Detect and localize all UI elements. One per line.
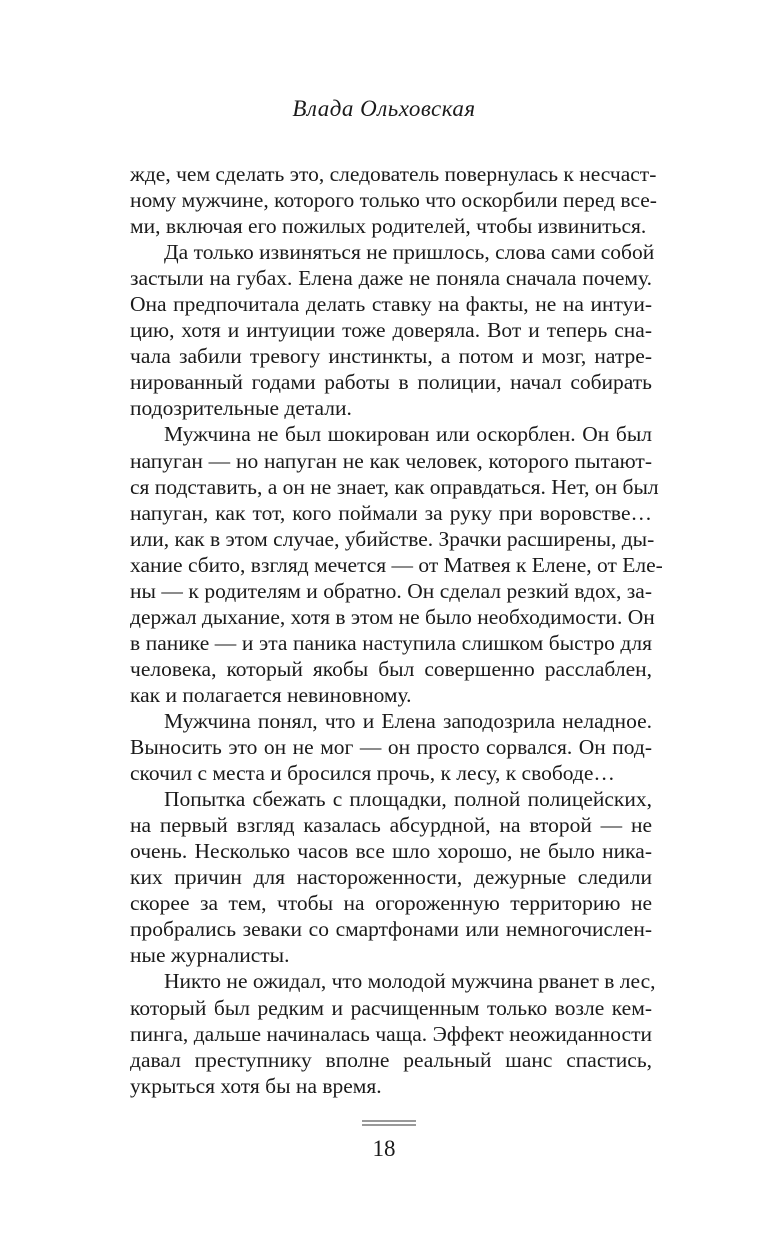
text-line: ких причин для настороженности, дежурные следили bbox=[130, 865, 652, 890]
text-line: Да только извиняться не пришлось, слова сами собой bbox=[164, 240, 655, 265]
paragraph bbox=[130, 239, 655, 421]
running-head-author: Влада Ольховская bbox=[292, 96, 476, 121]
paragraph bbox=[130, 161, 657, 239]
text-line: пинга, дальше начиналась чаща. Эффект неожиданности bbox=[130, 1021, 652, 1046]
text-line: Никто не ожидал, что молодой мужчина рванет в лес, bbox=[164, 969, 656, 994]
text-line: Попытка сбежать с площадки, полной полицейских, bbox=[164, 787, 652, 812]
text-line: человека, который якобы был совершенно расслаблен, bbox=[130, 656, 652, 681]
text-line: чала забили тревогу инстинкты, а потом и мозг, натре- bbox=[130, 344, 652, 369]
text-line: укрыться хотя бы на время. bbox=[130, 1073, 382, 1098]
text-line: цию, хотя и интуиции тоже доверяла. Вот и теперь сна- bbox=[130, 318, 652, 343]
text-line: хание сбито, взгляд мечется — от Матвея к Елене, от Еле- bbox=[130, 552, 663, 577]
text-line: на первый взгляд казалась абсурдной, на второй — не bbox=[130, 813, 652, 838]
text-line: в панике — и эта паника наступила слишком быстро для bbox=[130, 630, 652, 655]
text-line: очень. Несколько часов все шло хорошо, не было ника- bbox=[130, 839, 652, 864]
paragraph bbox=[130, 786, 652, 968]
text-line: нированный годами работы в полиции, начал собирать bbox=[130, 370, 652, 395]
text-line: ному мужчине, которого только что оскорбили перед все- bbox=[130, 188, 657, 213]
paragraph bbox=[130, 421, 663, 708]
text-line: ны — к родителям и обратно. Он сделал резкий вдох, за- bbox=[130, 578, 652, 603]
text-line: Мужчина понял, что и Елена заподозрила неладное. bbox=[164, 708, 652, 733]
text-line: держал дыхание, хотя в этом не было необходимости. Он bbox=[130, 604, 655, 629]
text-line: напуган, как тот, кого поймали за руку при воровстве… bbox=[130, 500, 652, 525]
paragraph bbox=[130, 708, 652, 786]
page-number: 18 bbox=[372, 1136, 396, 1161]
text-line: давал преступнику вполне реальный шанс спастись, bbox=[130, 1047, 652, 1072]
text-line: пробрались зеваки со смартфонами или немногочислен- bbox=[130, 917, 652, 942]
text-line: или, как в этом случае, убийстве. Зрачки расширены, ды- bbox=[130, 526, 655, 551]
text-line: застыли на губах. Елена даже не поняла сначала почему. bbox=[130, 266, 652, 291]
paragraph bbox=[130, 968, 656, 1098]
text-line: как и полагается невиновному. bbox=[130, 682, 412, 707]
text-line: ми, включая его пожилых родителей, чтобы извиниться. bbox=[130, 214, 647, 239]
text-line: жде, чем сделать это, следователь повернулась к несчаст- bbox=[130, 162, 657, 186]
text-line: скорее за тем, чтобы на огороженную территорию не bbox=[130, 891, 652, 916]
folio-rule-divider bbox=[362, 1120, 416, 1126]
text-line: Выносить это он не мог — он просто сорвался. Он под- bbox=[130, 735, 652, 760]
body-text bbox=[130, 161, 663, 1099]
text-line: Мужчина не был шокирован или оскорблен. Он был bbox=[164, 422, 652, 447]
text-line: ные журналисты. bbox=[130, 943, 290, 968]
text-line: который был редким и расчищенным только возле кем- bbox=[130, 995, 652, 1020]
text-line: ся подставить, а он не знает, как оправдаться. Нет, он был bbox=[130, 474, 659, 499]
text-line: подозрительные детали. bbox=[130, 396, 352, 421]
text-line: скочил с места и бросился прочь, к лесу, к свободе… bbox=[130, 761, 615, 786]
text-line: напуган — но напуган не как человек, которого пытают- bbox=[130, 448, 652, 473]
text-line: Она предпочитала делать ставку на факты, не на интуи- bbox=[130, 292, 652, 317]
